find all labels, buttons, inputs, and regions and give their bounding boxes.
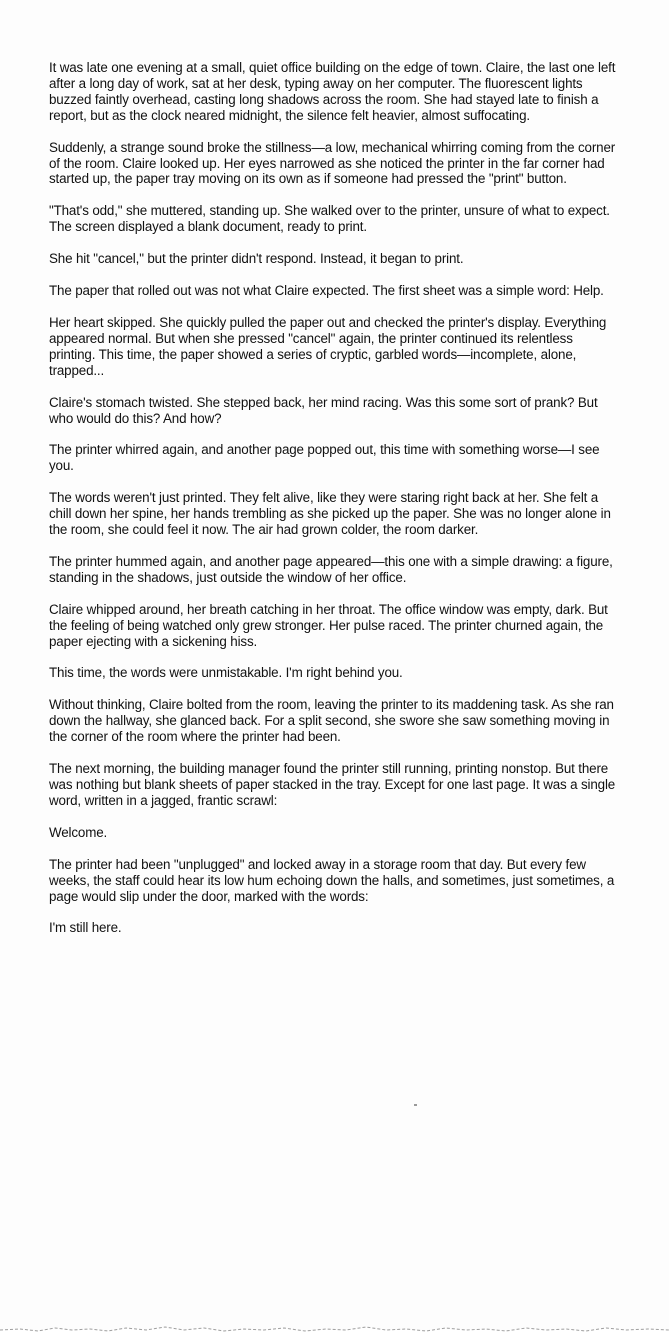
paragraph-1: It was late one evening at a small, quiet office building on the edge of town. Claire, the last one left after a long day of work, sat at her desk, typing away on her computer. The fluorescent lights buzzed faintly overhead, casting long shadows across the room. She had stayed late to finish a report, but as the clock neared midnight, the silence felt heavier, almost suffocating. [49, 60, 616, 123]
paragraph-15: Welcome. [49, 824, 108, 840]
paragraph-10: The printer hummed again, and another page appeared—this one with a simple drawing: a figure, standing in the shadows, just outside the window of her office. [49, 553, 613, 585]
paragraph-16: The printer had been "unplugged" and locked away in a storage room that day. But every few weeks, the staff could hear its low hum echoing down the halls, and sometimes, just sometimes, a page would slip under the door, marked with the words: [49, 856, 615, 904]
paragraph-7: Claire's stomach twisted. She stepped back, her mind racing. Was this some sort of prank? But who would do this? And how? [49, 394, 598, 426]
paragraph-6: Her heart skipped. She quickly pulled the paper out and checked the printer's display. Everything appeared normal. But when she pressed "cancel" again, the printer continued its relentless printing. This time, the paper showed a series of cryptic, garbled words—incomplete, alone, trapped... [49, 314, 607, 378]
paragraph-12: This time, the words were unmistakable. I'm right behind you. [49, 665, 403, 681]
paragraph-5: The paper that rolled out was not what Claire expected. The first sheet was a simple word: Help. [49, 283, 604, 299]
paragraph-14: The next morning, the building manager found the printer still running, printing nonstop. But there was nothing but blank sheets of paper stacked in the tray. Except for one last page. It was a single word, written in a jagged, frantic scrawl: [49, 761, 616, 808]
paragraph-17: I'm still here. [49, 920, 122, 936]
scan-speck [414, 1104, 417, 1106]
paragraph-11: Claire whipped around, her breath catching in her throat. The office window was empty, dark. But the feeling of being watched only grew stronger. Her pulse raced. The printer churned again, the paper ejecting with a sickening hiss. [49, 601, 608, 649]
paragraph-9: The words weren't just printed. They felt alive, like they were staring right back at her. She felt a chill down her spine, her hands trembling as she picked up the paper. She was no longer alone in the room, she could feel it now. The air had grown colder, the room darker. [49, 490, 611, 538]
paragraph-2: Suddenly, a strange sound broke the stillness—a low, mechanical whirring coming from the corner of the room. Claire looked up. Her eyes narrowed as she noticed the printer in the far corner had started up, the paper tray moving on its own as if someone had pressed the "print" button. [49, 139, 616, 187]
paragraph-8: The printer whirred again, and another page popped out, this time with something worse—I see you. [49, 442, 600, 474]
paragraph-3: "That's odd," she muttered, standing up. She walked over to the printer, unsure of what to expect. The screen displayed a blank document, ready to print. [49, 203, 610, 235]
torn-bottom-edge [0, 1316, 669, 1338]
story-text [49, 60, 617, 952]
paragraph-4: She hit "cancel," but the printer didn't respond. Instead, it began to print. [49, 251, 464, 267]
paragraph-13: Without thinking, Claire bolted from the room, leaving the printer to its maddening task. As she ran down the hallway, she glanced back. For a split second, she swore she saw something moving in the corner of the room where the printer had been. [49, 697, 614, 745]
